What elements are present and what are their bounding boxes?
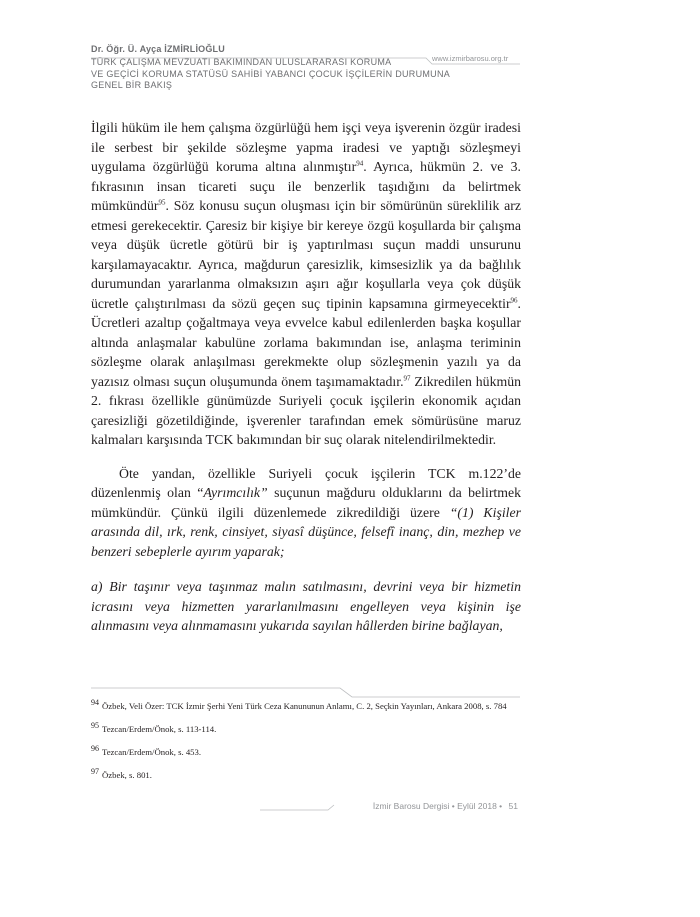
paragraph-2: Öte yandan, özellikle Suriyeli çocuk işçilerin TCK m.122’de düzenlenmiş olan “Ayrımcılık” suçunun mağduru olduklarını da belirtmek mümkündür. Çünkü ilgili düzenlemede zikredildiği üzere “(1) Kişiler arasında dil, ırk, renk, cinsiyet, siyasî düşünce, felsefî inanç, din, mezhep ve benzeri sebeplerle ayırım yaparak; [91,465,521,559]
page-footer [338,801,518,811]
footnote-ref-97[interactable]: 97 [403,373,411,382]
main-text [91,118,521,636]
title-line: VE GEÇİCİ KORUMA STATÜSÜ SAHİBİ YABANCI ÇOCUK İŞÇİLERİN DURUMUNA [91,68,451,79]
page-number: 51 [508,801,518,811]
paragraph-1: İlgili hüküm ile hem çalışma özgürlüğü hem işçi veya işverenin özgür iradesi ile serbest bir şekilde sözleşme yapma iradesi ve yaptığı sözleşmeyi uygulama özgürlüğü koruma altına alınmıştır$^{94}$. Ayrıca, hükmün 2. ve 3. fıkrasının insan ticareti suçu ile benzerlik taşıdığını da belirtmek mümkündür$^{95}$. Söz konusu suçun oluşması için bir sömürünün süreklilik arz etmesi gerekecektir. Çaresiz bir kişiye bir kereye özgü koşullarda bir çalışma veya düşük ücretle götürü bir iş yaptırılması suçun maddi unsurunu karşılamayacaktır. Ayrıca, mağdurun çaresizlik, kimsesizlik ya da bağlılık durumundan yararlanma olmaksızın aşırı ağır koşullarla veya çok düşük ücretle çalıştırılması da sözü geçen suç tipinin kapsamına girmeyecektir$^{96}$. Ücretleri azaltıp çoğaltmaya veya evvelce kabul edilenlerden başka koşullar altında anlaşmalar kabulüne zorlama bakımından ise, anlaşma teriminin sözleşme olarak anlaşılması gerekmekte olup sözleşmenin yazılı ya da yazısız olması suçun oluşumunda önem taşımamaktadır.$^{97}$ Zikredilen hükmün 2. fıkrası özellikle günümüzde Suriyeli çocuk işçilerin ekonomik açıdan çaresizliği gözetildiğinde, işverenler tarafından emek sömürüsüne maruz kalmaları karşısında TCK bakımından bir suç olarak nitelendirilmektedir. [91,120,521,447]
title-line: GENEL BİR BAKIŞ [91,80,173,90]
footnote-ref-95[interactable]: 95 [158,198,166,207]
paragraph-3: a) Bir taşınır veya taşınmaz malın satılmasını, devrini veya bir hizmetin icrasını veya hizmetten yararlanılmasını engelleyen veya kişinin işe alınmasını veya alınmamasını yukarıda sayılan hâllerden birine bağlayan, [91,579,521,633]
running-header [91,44,521,92]
footnote-ref-94[interactable]: 94 [356,159,364,168]
footnotes [91,700,521,792]
footnote: 96 Tezcan/Erdem/Önok, s. 453. [91,744,202,757]
author-name: Dr. Öğr. Ü. Ayça İZMİRLİOĞLU [91,44,225,54]
footnote: 94 Özbek, Veli Özer: TCK İzmir Şerhi Yeni Türk Ceza Kanununun Anlamı, C. 2, Seçkin Yayınları, Ankara 2008, s. 784 [91,698,507,711]
journal-info: İzmir Barosu Dergisi • Eylül 2018 • [372,801,503,811]
law-quote: “(1) Kişiler arasında dil, ırk, renk, cinsiyet, siyasî düşünce, felsefî inanç, din, mezhep ve benzeri sebeplerle ayırım yaparak; [91,504,521,559]
website-link[interactable]: www.izmirbarosu.org.tr [432,54,509,63]
footnote: 95 Tezcan/Erdem/Önok, s. 113-114. [91,721,217,734]
footnote: 97 Özbek, s. 801. [91,767,152,780]
title-line: TÜRK ÇALIŞMA MEVZUATI BAKIMINDAN ULUSLARARASI KORUMA [91,57,392,67]
footnote-ref-96[interactable]: 96 [510,295,518,304]
